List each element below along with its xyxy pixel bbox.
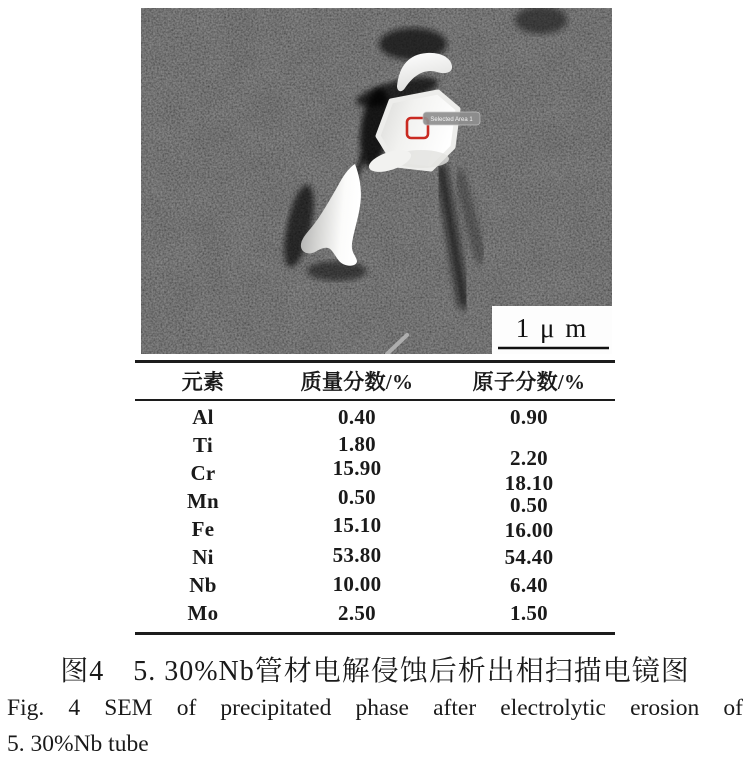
table-row xyxy=(135,543,615,571)
mass-fraction-value: 10.00 xyxy=(332,571,382,596)
element-symbol: Ni xyxy=(192,544,214,569)
table-row xyxy=(135,513,615,544)
table-body xyxy=(135,401,615,635)
scale-bar-panel xyxy=(492,306,612,354)
mass-fraction-value: 15.10 xyxy=(332,513,382,537)
element-symbol: Nb xyxy=(189,572,217,597)
element-symbol: Fe xyxy=(191,517,215,541)
element-symbol: Cr xyxy=(190,461,216,486)
atomic-fraction-value: 54.40 xyxy=(504,544,554,569)
table-header-row xyxy=(135,360,615,401)
selected-area-label xyxy=(423,112,480,125)
atomic-fraction-value: 16.00 xyxy=(504,518,554,542)
mass-fraction-value: 0.40 xyxy=(338,405,376,430)
table-header-mass-fraction: 质量分数/% xyxy=(300,370,414,394)
sem-noise-texture xyxy=(141,8,612,354)
element-symbol: Ti xyxy=(192,433,214,458)
sem-image xyxy=(141,8,612,354)
selected-area-label-text: Selected Area 1 xyxy=(430,117,473,123)
table-row xyxy=(135,599,615,627)
mass-fraction-value: 0.50 xyxy=(338,485,376,510)
mass-fraction-value: 1.80 xyxy=(338,432,376,457)
element-symbol: Al xyxy=(192,405,214,430)
table-row xyxy=(135,571,615,599)
figure-caption-en-line2: 5. 30%Nb tube xyxy=(7,731,149,757)
atomic-fraction-value: 6.40 xyxy=(510,572,548,597)
figure-caption-en-line1: Fig. 4 SEM of precipitated phase after electrolytic erosion of xyxy=(7,695,743,721)
table-header-atomic-fraction: 原子分数/% xyxy=(472,370,586,394)
table-header-element: 元素 xyxy=(181,370,225,394)
atomic-fraction-value: 18.10 xyxy=(504,471,554,496)
mass-fraction-value: 2.50 xyxy=(338,600,376,625)
element-symbol: Mo xyxy=(187,600,219,625)
figure-caption-zh: 图4 5. 30%Nb管材电解侵蚀后析出相扫描电镜图 xyxy=(60,656,690,687)
mass-fraction-value: 15.90 xyxy=(332,456,382,481)
atomic-fraction-value: 2.20 xyxy=(510,446,548,471)
atomic-fraction-value: 0.50 xyxy=(510,493,548,518)
table-row xyxy=(135,404,615,432)
mass-fraction-value: 53.80 xyxy=(332,542,382,567)
composition-table xyxy=(135,360,615,635)
atomic-fraction-value: 1.50 xyxy=(510,600,548,625)
atomic-fraction-value: 0.90 xyxy=(510,405,548,430)
scale-bar-label: 1 μ m xyxy=(515,313,589,343)
element-symbol: Mn xyxy=(186,489,220,514)
